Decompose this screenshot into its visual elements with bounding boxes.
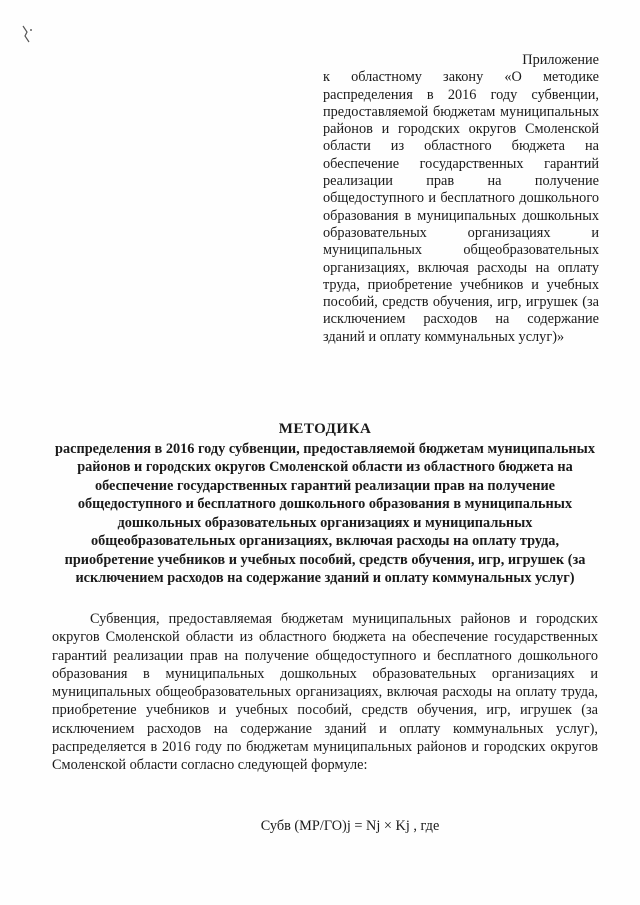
document-subtitle: распределения в 2016 году субвенции, предоставляемой бюджетам муниципальных районов и городских округов Смоленской области из областного бюджета на обеспечение государственных гарантий реализации прав на получение общедоступного и бесплатного дошкольного образования в муниципальных дошкольных образовательных организациях и муниципальных общеобразовательных организациях, включая расходы на оплату труда, приобретение учебников и учебных пособий, средств обучения, игр, игрушек (за исключением расходов на содержание зданий и оплату коммунальных услуг) [55,440,595,586]
appendix-text: к областному закону «О методике распределения в 2016 году субвенции, предоставляемой бюджетам муниципальных районов и городских округов Смоленской области из областного бюджета на обеспечение государственных гарантий реализации прав на получение общедоступного и бесплатного дошкольного образования в муниципальных дошкольных образовательных организациях и муниципальных общеобразовательных организациях, включая расходы на оплату труда, приобретение учебников и учебных пособий, средств обучения, игр, игрушек (за исключением расходов на содержание зданий и оплату коммунальных услуг)» [323,69,599,345]
document-title-block [52,420,598,588]
appendix-heading: Приложение [522,52,599,68]
appendix-reference [323,52,599,346]
formula-line [0,818,640,835]
body-paragraph: Субвенция, предоставляемая бюджетам муниципальных районов и городских округов Смоленской области из областного бюджета на обеспечение государственных гарантий реализации прав на получение общедоступного и бесплатного дошкольного образования в муниципальных дошкольных образовательных организациях и муниципальных общеобразовательных организациях, включая расходы на оплату труда, приобретение учебников и учебных пособий, средств обучения, игр, игрушек (за исключением расходов на содержание зданий и оплату коммунальных услуг), распределяется в 2016 году по бюджетам муниципальных районов и городских округов Смоленской области согласно следующей формуле: [52,611,598,774]
scan-artifact-icon [20,24,36,46]
document-title: МЕТОДИКА [278,421,372,437]
formula-text: Субв (МР/ГО)j = Nj × Kj , где [260,818,440,834]
